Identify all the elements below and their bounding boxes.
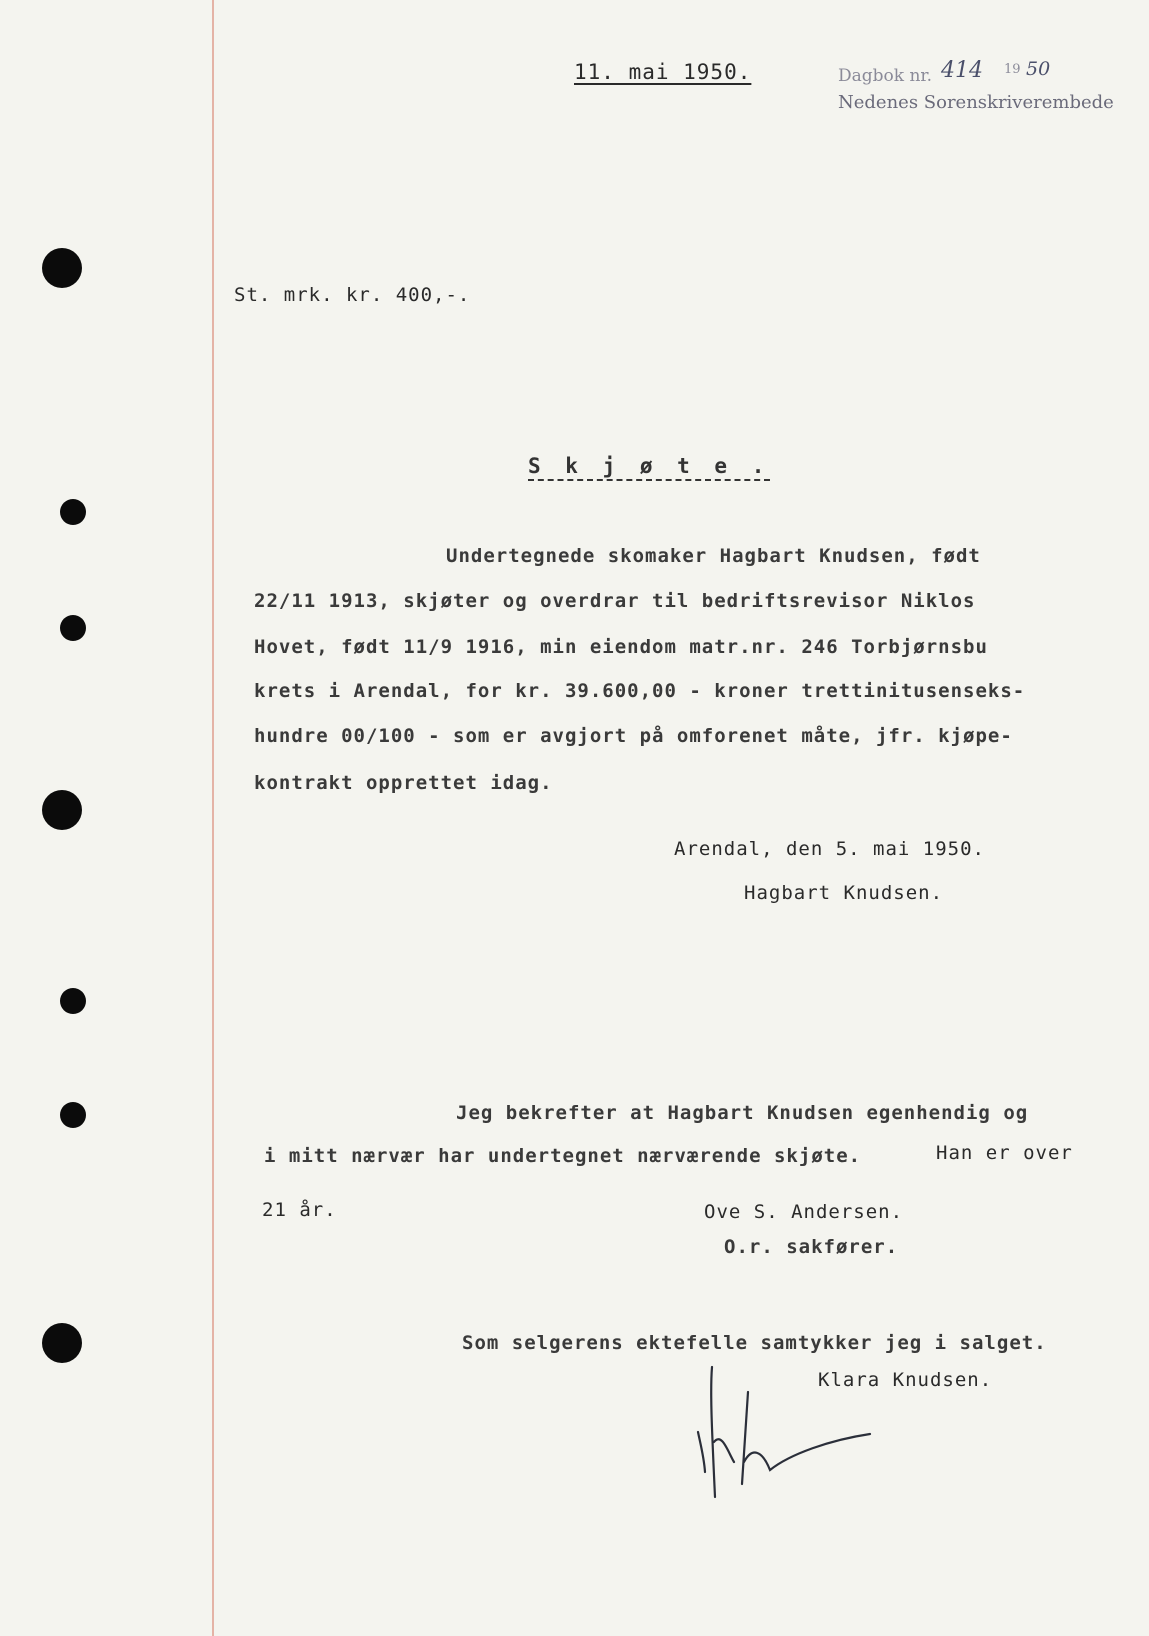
witness-line: i mitt nærvær har undertegnet nærværende skjøte. [264, 1145, 862, 1167]
journal-stamp-label: Dagbok nr. [838, 66, 933, 86]
document-title: S k j ø t e . [528, 454, 771, 478]
punch-hole [60, 499, 86, 525]
place-and-date: Arendal, den 5. mai 1950. [674, 838, 985, 860]
body-line: Hovet, født 11/9 1916, min eiendom matr.nr. 246 Torbjørnsbu [254, 636, 988, 658]
witness-line: Jeg bekrefter at Hagbart Knudsen egenhendig og [456, 1102, 1029, 1124]
stamp-duty-line: St. mrk. kr. 400,-. [234, 284, 471, 306]
body-line: kontrakt opprettet idag. [254, 772, 553, 794]
witness-line: Han er over [936, 1142, 1073, 1164]
journal-stamp-year-handwritten: 50 [1026, 58, 1051, 80]
punch-hole [60, 988, 86, 1014]
handwritten-signature [690, 1362, 880, 1502]
punch-hole [42, 1323, 82, 1363]
seller-name: Hagbart Knudsen. [744, 882, 944, 904]
consent-name: Klara Knudsen. [818, 1369, 993, 1391]
journal-stamp-office: Nedenes Sorenskriverembede [838, 92, 1114, 113]
document-date: 11. mai 1950. [574, 60, 752, 84]
journal-stamp-number: 414 [941, 58, 983, 83]
witness-line: 21 år. [262, 1199, 337, 1221]
witness-title: O.r. sakfører. [724, 1236, 899, 1258]
body-line: Undertegnede skomaker Hagbart Knudsen, født [446, 545, 981, 567]
witness-name: Ove S. Andersen. [704, 1201, 904, 1223]
body-line: 22/11 1913, skjøter og overdrar til bedriftsrevisor Niklos [254, 590, 976, 612]
body-line: hundre 00/100 - som er avgjort på omforenet måte, jfr. kjøpe- [254, 725, 1013, 747]
punch-hole [60, 1102, 86, 1128]
punch-hole [42, 790, 82, 830]
journal-stamp-year-printed: 19 [1004, 62, 1021, 77]
punch-hole [60, 615, 86, 641]
punch-hole [42, 248, 82, 288]
body-line: krets i Arendal, for kr. 39.600,00 - kroner trettinitusenseks- [254, 680, 1026, 702]
margin-line [212, 0, 214, 1636]
consent-line: Som selgerens ektefelle samtykker jeg i salget. [462, 1332, 1047, 1354]
